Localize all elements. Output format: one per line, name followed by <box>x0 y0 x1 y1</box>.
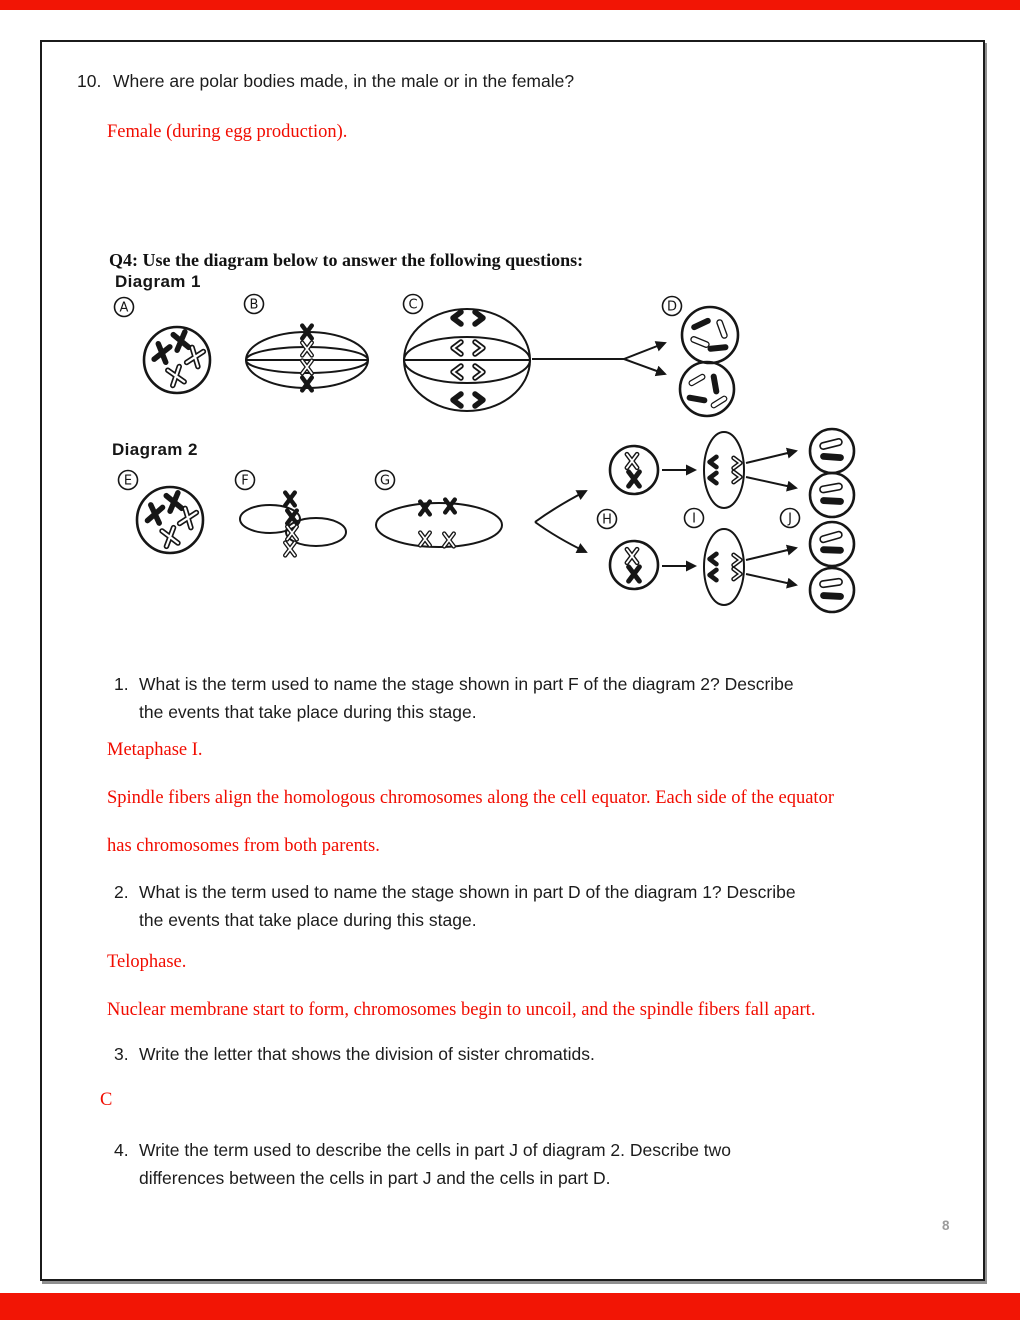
question-4 <box>114 1136 731 1192</box>
diagram2-arrow-i-j-2 <box>746 477 796 488</box>
diagram-1-figure <box>112 290 812 430</box>
diagram2-label-i <box>685 509 704 528</box>
diagram-1-title: Diagram 1 <box>115 272 201 291</box>
diagram2-split-arrow-bottom <box>535 522 586 552</box>
diagram2-cell-i-bottom <box>704 529 744 605</box>
question-3-line-1: Write the letter that shows the division of sister chromatids. <box>139 1044 595 1064</box>
diagram1-label-c <box>404 295 423 314</box>
diagram2-cell-j-1 <box>810 429 854 473</box>
diagram2-label-h <box>598 510 617 529</box>
diagram2-cell-h-bottom <box>610 541 658 589</box>
q4-heading: Q4: Use the diagram below to answer the following questions: <box>109 250 584 270</box>
question-1-line-1: What is the term used to name the stage shown in part F of the diagram 2? Describe <box>139 674 794 694</box>
diagram2-label-e <box>119 471 138 490</box>
diagram2-cell-j-2 <box>810 473 854 517</box>
question-2 <box>114 878 796 934</box>
diagram1-arrow-top <box>624 343 665 359</box>
question-4-number: 4. <box>114 1140 129 1160</box>
diagram2-cell-e <box>137 487 203 553</box>
diagram1-cell-c <box>404 309 530 411</box>
svg-text:G: G <box>379 473 391 489</box>
diagram2-cell-i-top <box>704 432 744 508</box>
question-2-number: 2. <box>114 882 129 902</box>
question-2-line-2: the events that take place during this stage. <box>139 910 477 930</box>
diagram1-cell-a <box>144 327 210 393</box>
diagram2-cell-g <box>376 500 502 547</box>
svg-text:A: A <box>119 300 129 316</box>
question-10 <box>77 67 574 95</box>
diagram2-cell-h-top <box>610 446 658 494</box>
diagram-2-title: Diagram 2 <box>112 440 198 459</box>
question-3 <box>114 1040 595 1068</box>
diagram1-cell-d-bottom <box>680 362 734 416</box>
diagram2-label-g <box>376 471 395 490</box>
svg-text:B: B <box>249 297 259 313</box>
question-2-line-1: What is the term used to name the stage shown in part D of the diagram 1? Describe <box>139 882 796 902</box>
diagram2-cell-j-3 <box>810 522 854 566</box>
svg-text:J: J <box>788 511 792 527</box>
svg-text:H: H <box>602 512 612 528</box>
answer-1-line-2: Spindle fibers align the homologous chromosomes along the cell equator. Each side of the equator <box>107 788 834 808</box>
diagram2-label-j <box>781 509 800 528</box>
answer-10: Female (during egg production). <box>107 122 348 142</box>
diagram2-arrow-i-j-1 <box>746 451 796 463</box>
question-4-line-1: Write the term used to describe the cells in part J of diagram 2. Describe two <box>139 1140 732 1160</box>
page-border-frame <box>40 40 985 1281</box>
diagram1-cell-d-top <box>682 307 738 363</box>
question-4-line-2: differences between the cells in part J and the cells in part D. <box>139 1168 611 1188</box>
question-10-number: 10. <box>77 71 102 91</box>
answer-1-line-1: Metaphase I. <box>107 740 203 760</box>
svg-text:D: D <box>666 299 678 315</box>
top-red-edge-bar <box>0 0 1020 10</box>
diagram1-label-d <box>663 297 682 316</box>
svg-text:C: C <box>408 297 418 313</box>
diagram2-arrow-i-j-3 <box>746 548 796 560</box>
diagram2-cell-j-4 <box>810 568 854 612</box>
bottom-red-edge-bar <box>0 1293 1020 1320</box>
diagram1-label-b <box>245 295 264 314</box>
answer-1-line-3: has chromosomes from both parents. <box>107 836 380 856</box>
answer-2-line-1: Telophase. <box>107 952 187 972</box>
answer-2-line-2: Nuclear membrane start to form, chromosomes begin to uncoil, and the spindle fibers fall apart. <box>107 1000 816 1020</box>
question-1 <box>114 670 794 726</box>
question-1-line-2: the events that take place during this stage. <box>139 702 477 722</box>
svg-text:I: I <box>692 511 696 527</box>
question-3-number: 3. <box>114 1044 129 1064</box>
svg-text:E: E <box>123 473 133 489</box>
svg-text:F: F <box>241 473 249 489</box>
diagram1-label-a <box>115 298 134 317</box>
diagram2-cell-f <box>240 493 346 556</box>
diagram1-cell-b <box>246 326 368 391</box>
diagram2-arrow-i-j-4 <box>746 574 796 585</box>
diagram-2-figure <box>112 427 902 657</box>
diagram2-split-arrow-top <box>535 491 586 522</box>
question-10-text: Where are polar bodies made, in the male or in the female? <box>113 71 575 91</box>
diagram1-arrow-bottom <box>624 359 665 374</box>
question-1-number: 1. <box>114 674 129 694</box>
answer-3: C <box>100 1090 113 1110</box>
page-number: 8 <box>942 1218 950 1233</box>
diagram2-label-f <box>236 471 255 490</box>
